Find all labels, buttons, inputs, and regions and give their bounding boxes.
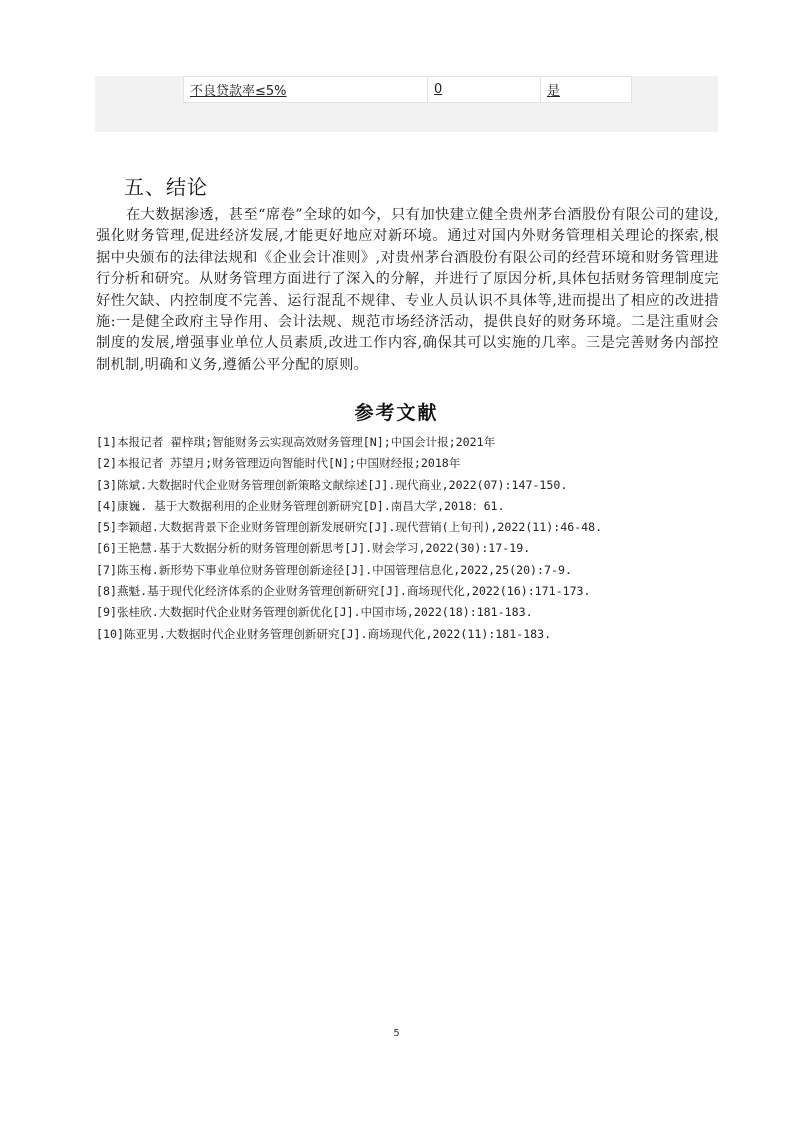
reference-item: [7]陈玉梅.新形势下事业单位财务管理创新途径[J].中国管理信息化,2022,25(20):7-9. (96, 562, 572, 577)
table-cell-result: 是 (541, 77, 632, 103)
reference-item: [1]本报记者 翟梓琪;智能财务云实现高效财务管理[N];中国会计报;2021年 (96, 435, 496, 449)
references-list (96, 432, 726, 645)
page-number: 5 (393, 1028, 400, 1039)
table-cell-indicator: 不良贷款率≤5% (184, 77, 428, 103)
reference-item: [3]陈斌.大数据时代企业财务管理创新策略文献综述[J].现代商业,2022(07):147-150. (96, 477, 568, 492)
reference-item: [9]张桂欣.大数据时代企业财务管理创新优化[J].中国市场,2022(18):181-183. (96, 605, 533, 620)
conclusion-paragraph: 在大数据渗透，甚至“席卷”全球的如今，只有加快建立健全贵州茅台酒股份有限公司的建设,强化财务管理,促进经济发展,才能更好地应对新环境。通过对国内外财务管理相关理论的探索,根据中央颁布的法律法规和《企业会计准则》,对贵州茅台酒股份有限公司的经营环境和财务管理进行分析和研究。从财务管理方面进行了深入的分解，并进行了原因分析,具体包括财务管理制度完好性欠缺、内控制度不完善、运行混乱不规律、专业人员认识不具体等,进而提出了相应的改进措施:一是健全政府主导作用、会计法规、规范市场经济活动，提供良好的财务环境。二是注重财会制度的发展,增强事业单位人员素质,改进工作内容,确保其可以实施的几率。三是完善财务内部控制机制,明确和义务,遵循公平分配的原则。 (96, 207, 719, 373)
reference-item: [10]陈亚男.大数据时代企业财务管理创新研究[J].商场现代化,2022(11):181-183. (96, 626, 552, 641)
table-cell-value: 0 (428, 77, 541, 103)
indicator-table (183, 76, 632, 103)
section-heading: 五、结论 (124, 175, 208, 199)
reference-item: [5]李颖超.大数据背景下企业财务管理创新发展研究[J].现代营销(上旬刊),2022(11):46-48. (96, 520, 603, 535)
reference-item: [2]本报记者 苏望月;财务管理迈向智能时代[N];中国财经报;2018年 (96, 456, 461, 471)
table-row (184, 77, 632, 103)
reference-item: [8]燕魁.基于现代化经济体系的企业财务管理创新研究[J].商场现代化,2022(16):171-173. (96, 584, 591, 599)
reference-item: [6]王艳慧.基于大数据分析的财务管理创新思考[J].财会学习,2022(30):17-19. (96, 541, 531, 556)
references-heading: 参考文献 (354, 402, 439, 424)
reference-item: [4]康巍. 基于大数据利用的企业财务管理创新研究[D].南昌大学,2018：61. (96, 498, 505, 513)
